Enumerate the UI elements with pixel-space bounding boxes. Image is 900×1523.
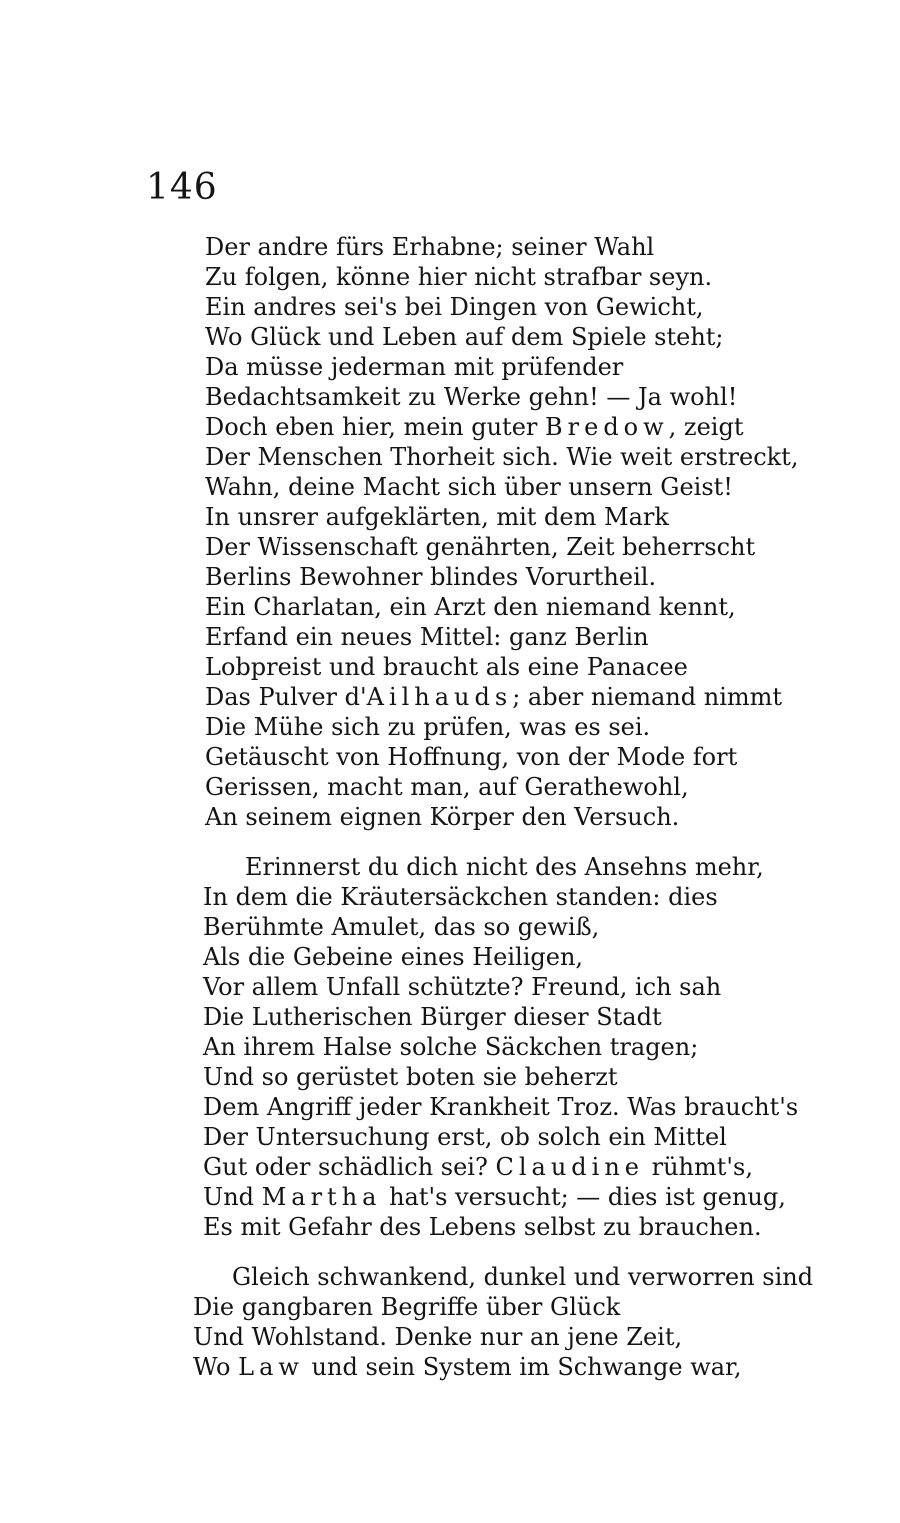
verse-text: , zeigt: [668, 413, 744, 441]
verse-line: Erfand ein neues Mittel: ganz Berlin: [205, 623, 649, 651]
verse-line: Dem Angriff jeder Krankheit Troz. Was braucht's: [203, 1093, 799, 1121]
verse-text: rühmt's,: [644, 1153, 753, 1181]
verse-line: Wo Glück und Leben auf dem Spiele steht;: [205, 323, 724, 351]
verse-line: Es mit Gefahr des Lebens selbst zu brauchen.: [203, 1213, 762, 1241]
name-ailhauds: Ailhauds: [366, 683, 513, 711]
verse-text: Das Pulver d': [205, 683, 367, 711]
verse-line: Die Lutherischen Bürger dieser Stadt: [203, 1003, 662, 1031]
verse-line: Und Wohlstand. Denke nur an jene Zeit,: [193, 1323, 683, 1351]
verse-line: Der andre fürs Erhabne; seiner Wahl: [205, 233, 655, 261]
verse-line: Vor allem Unfall schützte? Freund, ich sah: [203, 973, 722, 1001]
verse-text: Und: [203, 1183, 262, 1211]
name-claudine: Claudine: [495, 1153, 644, 1181]
verse-line: Getäuscht von Hoffnung, von der Mode fort: [205, 743, 738, 771]
verse-text: Gut oder schädlich sei?: [203, 1153, 496, 1181]
verse-text: und sein System im Schwange war,: [303, 1353, 742, 1381]
verse-line: Die gangbaren Begriffe über Glück: [193, 1293, 621, 1321]
verse-line: Gerissen, macht man, auf Gerathewohl,: [205, 773, 689, 801]
verse-text: ; aber niemand nimmt: [512, 683, 783, 711]
verse-line: Ein Charlatan, ein Arzt den niemand kennt,: [205, 593, 736, 621]
page-number: 146: [146, 167, 218, 208]
verse-text: Wo: [193, 1353, 239, 1381]
verse-line: Der Menschen Thorheit sich. Wie weit erstreckt,: [205, 443, 799, 471]
verse-line: [193, 1353, 742, 1381]
verse-line: In unsrer aufgeklärten, mit dem Mark: [205, 503, 669, 531]
verse-line: Die Mühe sich zu prüfen, was es sei.: [205, 713, 651, 741]
verse-line: Erinnerst du dich nicht des Ansehns mehr,: [245, 853, 764, 881]
verse-line: Da müsse jederman mit prüfender: [205, 353, 624, 381]
verse-line: Der Untersuchung erst, ob solch ein Mittel: [203, 1123, 727, 1151]
verse-line: An ihrem Halse solche Säckchen tragen;: [203, 1033, 699, 1061]
name-bredow: Bredow: [545, 413, 669, 441]
verse-line: In dem die Kräutersäckchen standen: dies: [203, 883, 718, 911]
verse-line: An seinem eignen Körper den Versuch.: [205, 803, 680, 831]
verse-line: Und so gerüstet boten sie beherzt: [203, 1063, 618, 1091]
name-law: Law: [238, 1353, 304, 1381]
verse-line: Als die Gebeine eines Heiligen,: [203, 943, 584, 971]
verse-line: Berühmte Amulet, das so gewiß,: [203, 913, 600, 941]
verse-line: Lobpreist und braucht als eine Panacee: [205, 653, 688, 681]
verse-line: [203, 1183, 786, 1211]
verse-line: Wahn, deine Macht sich über unsern Geist!: [205, 473, 733, 501]
verse-line: Bedachtsamkeit zu Werke gehn! — Ja wohl!: [205, 383, 738, 411]
verse-line: Berlins Bewohner blindes Vorurtheil.: [205, 563, 657, 591]
name-martha: Martha: [261, 1183, 382, 1211]
verse-line: [205, 413, 743, 441]
verse-text: Doch eben hier, mein guter: [205, 413, 545, 441]
verse-line: Gleich schwankend, dunkel und verworren sind: [232, 1263, 814, 1291]
verse-line: [203, 1153, 753, 1181]
verse-line: Der Wissenschaft genährten, Zeit beherrscht: [205, 533, 756, 561]
verse-line: [205, 683, 782, 711]
verse-line: Ein andres sei's bei Dingen von Gewicht,: [205, 293, 704, 321]
verse-text: hat's versucht; — dies ist genug,: [381, 1183, 786, 1211]
verse-line: Zu folgen, könne hier nicht strafbar seyn.: [205, 263, 713, 291]
